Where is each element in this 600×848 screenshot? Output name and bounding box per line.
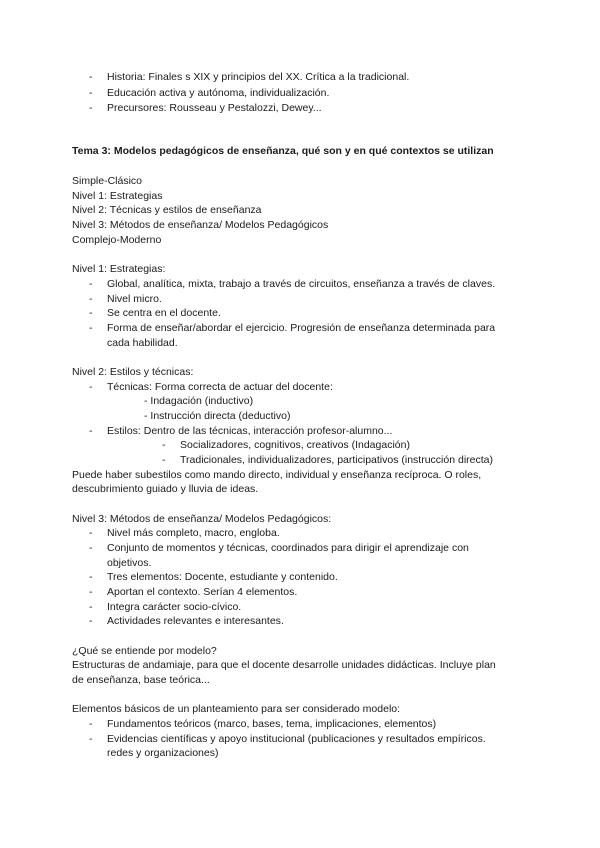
paragraph-line: de enseñanza, base teórica... — [72, 674, 210, 686]
list-item-continuation: redes y organizaciones) — [107, 747, 219, 759]
list-item-continuation: cada habilidad. — [107, 337, 178, 349]
list-item: Precursores: Rousseau y Pestalozzi, Dewey... — [107, 102, 322, 114]
bullet-dash: - — [89, 542, 93, 554]
bullet-dash: - — [89, 527, 93, 539]
bullet-dash: - — [162, 454, 166, 466]
bullet-dash: - — [89, 586, 93, 598]
paragraph-line: descubrimiento guiado y lluvia de ideas. — [72, 483, 259, 495]
paragraph-line: Estructuras de andamiaje, para que el docente desarrolle unidades didácticas. Incluye plan — [72, 659, 496, 671]
bullet-dash: - — [89, 425, 93, 437]
elementos-heading: Elementos básicos de un planteamiento para ser considerado modelo: — [72, 703, 401, 715]
list-item: Educación activa y autónoma, individualización. — [107, 87, 330, 99]
level-line: Complejo-Moderno — [72, 234, 162, 246]
bullet-dash: - — [89, 615, 93, 627]
bullet-dash: - — [89, 87, 93, 99]
estilos-item: Estilos: Dentro de las técnicas, interacción profesor-alumno... — [107, 425, 393, 437]
level-line: Simple-Clásico — [72, 175, 143, 187]
list-item: Conjunto de momentos y técnicas, coordinados para dirigir el aprendizaje con — [107, 542, 469, 554]
list-item: Nivel micro. — [107, 293, 162, 305]
sub-item: Tradicionales, individualizadores, participativos (instrucción directa) — [180, 454, 494, 466]
bullet-dash: - — [89, 102, 93, 114]
list-item: Global, analítica, mixta, trabajo a través de circuitos, enseñanza a través de claves. — [107, 278, 496, 290]
bullet-dash: - — [89, 278, 93, 290]
bullet-dash: - — [89, 571, 93, 583]
paragraph-line: Puede haber subestilos como mando directo, individual y enseñanza recíproca. O roles, — [72, 469, 482, 481]
level-line: Nivel 1: Estrategias — [72, 190, 163, 202]
list-item: Aportan el contexto. Serían 4 elementos. — [107, 586, 298, 598]
list-item: Actividades relevantes e interesantes. — [107, 615, 284, 627]
bullet-dash: - — [162, 439, 166, 451]
list-item-continuation: objetivos. — [107, 557, 152, 569]
list-item: Evidencias científicas y apoyo institucional (publicaciones y resultados empíricos. — [107, 733, 486, 745]
level-line: Nivel 2: Técnicas y estilos de enseñanza — [72, 204, 262, 216]
bullet-dash: - — [89, 322, 93, 334]
list-item: Fundamentos teóricos (marco, bases, tema, implicaciones, elementos) — [107, 718, 437, 730]
bullet-dash: - — [89, 293, 93, 305]
list-item: Tres elementos: Docente, estudiante y contenido. — [107, 571, 338, 583]
list-item: Historia: Finales s XIX y principios del XX. Crítica a la tradicional. — [107, 71, 410, 83]
bullet-dash: - — [89, 733, 93, 745]
bullet-dash: - — [89, 307, 93, 319]
nivel3-heading: Nivel 3: Métodos de enseñanza/ Modelos Pedagógicos: — [72, 513, 332, 525]
sub-item: Socializadores, cognitivos, creativos (Indagación) — [180, 439, 410, 451]
bullet-dash: - — [89, 601, 93, 613]
nivel1-heading: Nivel 1: Estrategias: — [72, 263, 166, 275]
bullet-dash: - — [89, 71, 93, 83]
bullet-dash: - — [89, 381, 93, 393]
bullet-dash: - — [89, 718, 93, 730]
section-heading: Tema 3: Modelos pedagógicos de enseñanza, qué son y en qué contextos se utilizan — [72, 145, 494, 157]
level-line: Nivel 3: Métodos de enseñanza/ Modelos Pedagógicos — [72, 219, 329, 231]
sub-item: - Instrucción directa (deductivo) — [144, 410, 291, 422]
list-item: Nivel más completo, macro, engloba. — [107, 527, 280, 539]
tecnicas-item: Técnicas: Forma correcta de actuar del docente: — [107, 381, 333, 393]
question-line: ¿Qué se entiende por modelo? — [72, 645, 217, 657]
sub-item: - Indagación (inductivo) — [144, 395, 254, 407]
nivel2-heading: Nivel 2: Estilos y técnicas: — [72, 366, 194, 378]
list-item: Integra carácter socio-cívico. — [107, 601, 242, 613]
list-item: Forma de enseñar/abordar el ejercicio. Progresión de enseñanza determinada para — [107, 322, 496, 334]
list-item: Se centra en el docente. — [107, 307, 221, 319]
